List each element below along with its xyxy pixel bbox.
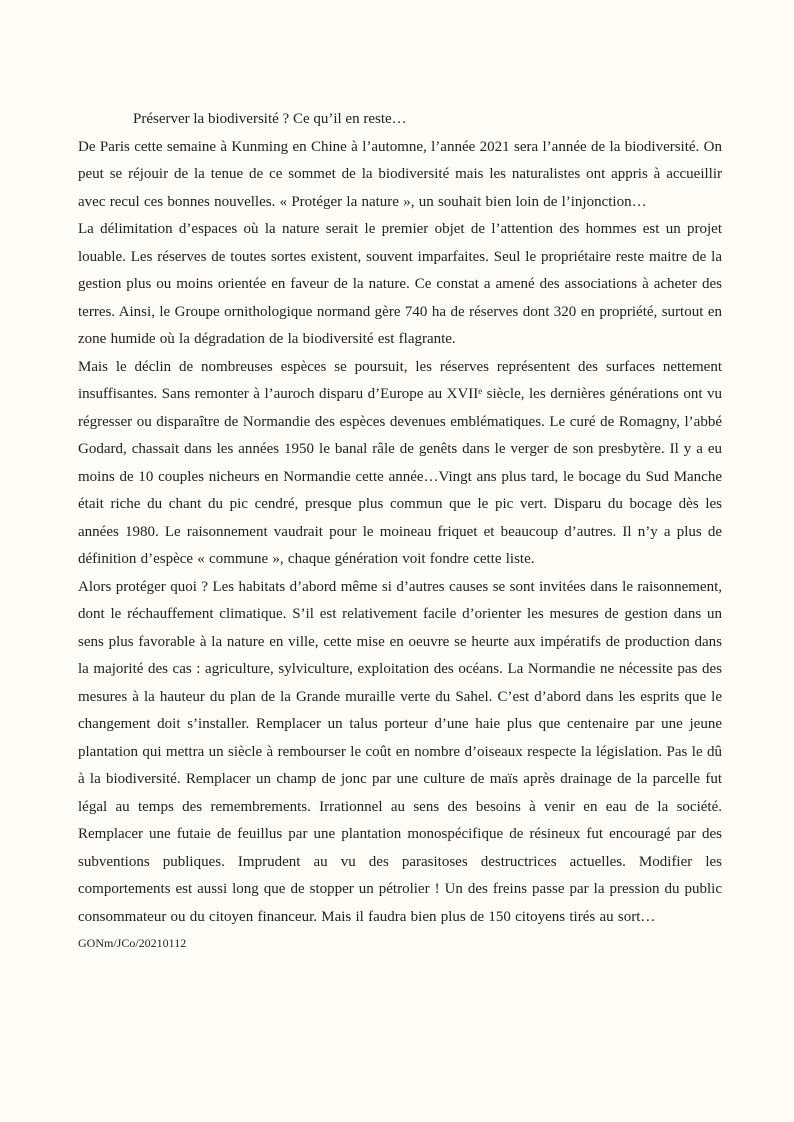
paragraph-declin-especes: Mais le déclin de nombreuses espèces se poursuit, les réserves représentent des surfaces nettement insuffisantes. Sans remonter à l’auroch disparu d’Europe au XVIIᵉ siècle, les dernières générations ont vu régresser ou disparaître de Normandie des espèces devenues emblématiques. Le curé de Romagny, l’abbé Godard, chassait dans les années 1950 le banal râle de genêts dans le verger de son presbytère. Il y a eu moins de 10 couples nicheurs en Normandie cette année…Vingt ans plus tard, le bocage du Sud Manche était riche du chant du pic cendré, presque plus commun que le pic vert. Disparu du bocage dès les années 1980. Le raisonnement vaudrait pour le moineau friquet et beaucoup d’autres. Il n’y a plus de définition d’espèce « commune », chaque génération voit fondre cette liste. [78, 358, 722, 567]
document-title: Préserver la biodiversité ? Ce qu’il en reste… [133, 111, 407, 127]
document-content [78, 106, 722, 953]
paragraph-reserves: La délimitation d’espaces où la nature serait le premier objet de l’attention des hommes est un projet louable. Les réserves de toutes sortes existent, souvent imparfaites. Seul le propriétaire reste maitre de la gestion plus ou moins orientée en faveur de la nature. Ce constat a amené des associations à acheter des terres. Ainsi, le Groupe ornithologique normand gère 740 ha de réserves dont 320 en propriété, surtout en zone humide où la dégradation de la biodiversité est flagrante. [78, 221, 722, 347]
paragraph-intro: De Paris cette semaine à Kunming en Chine à l’automne, l’année 2021 sera l’année de la biodiversité. On peut se réjouir de la tenue de ce sommet de la biodiversité mais les naturalistes ont appris à accueillir avec recul ces bonnes nouvelles. « Protéger la nature », un souhait bien loin de l’injonction… [78, 138, 722, 210]
paragraph-proteger-quoi: Alors protéger quoi ? Les habitats d’abord même si d’autres causes se sont invitées dans le raisonnement, dont le réchauffement climatique. S’il est relativement facile d’orienter les mesures de gestion dans un sens plus favorable à la nature en ville, cette mise en oeuvre se heurte aux impératifs de production dans la majorité des cas : agriculture, sylviculture, exploitation des océans. La Normandie ne nécessite pas des mesures à la hauteur du plan de la Grande muraille verte du Sahel. C’est d’abord dans les esprits que le changement doit s’installer. Remplacer un talus porteur d’une haie plus que centenaire par une jeune plantation qui mettra un siècle à rembourser le coût en nombre d’oiseaux respecte la législation. Pas le dû à la biodiversité. Remplacer un champ de jonc par une culture de maïs après drainage de la parcelle fut légal au temps des remembrements. Irrationnel au sens des besoins à venir en eau de la société. Remplacer une futaie de feuillus par une plantation monospécifique de résineux fut encouragé par des subventions publiques. Imprudent au vu des parasitoses destructrices actuelles. Modifier les comportements est aussi long que de stopper un pétrolier ! Un des freins passe par la pression du public consommateur ou du citoyen financeur. Mais il faudra bien plus de 150 citoyens tirés au sort… [78, 578, 722, 925]
document-footer-reference: GONm/JCo/20210112 [78, 936, 187, 950]
